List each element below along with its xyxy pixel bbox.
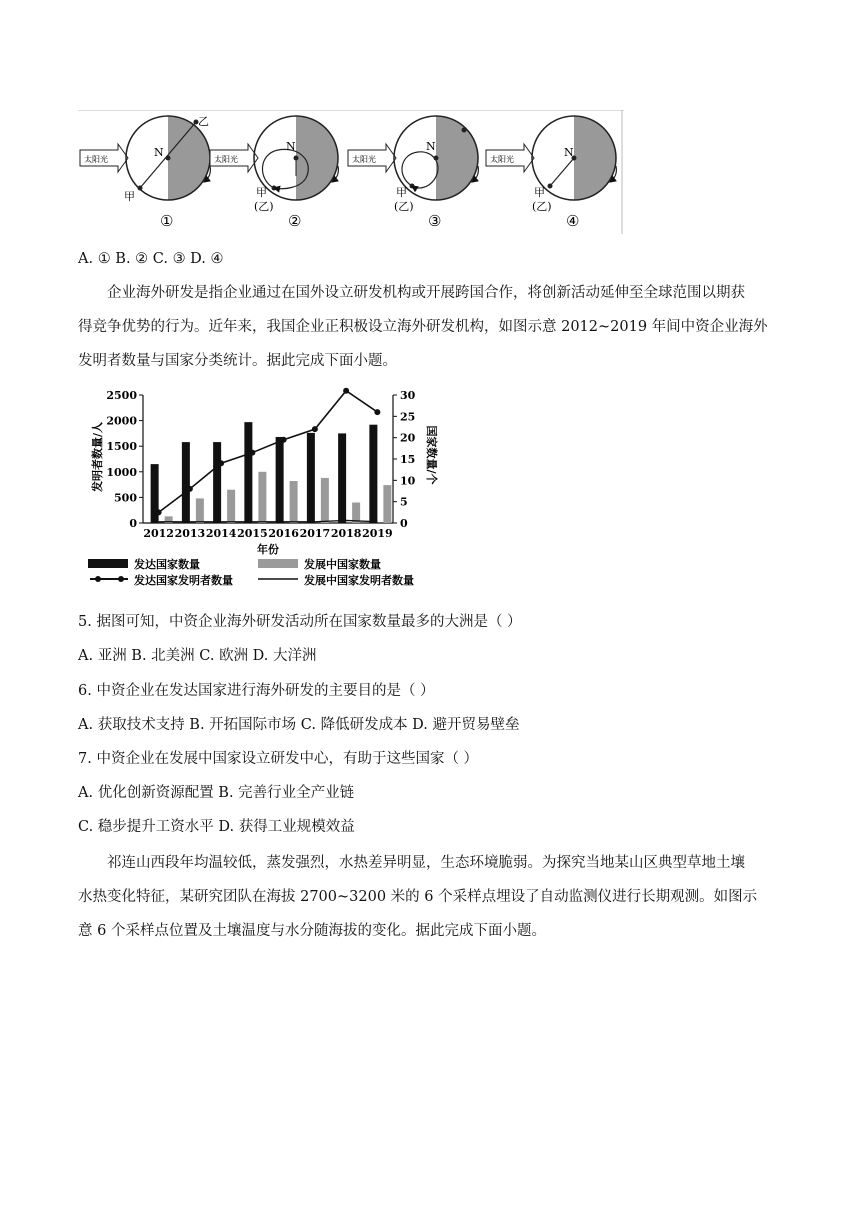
y-tick-label-right: 15 <box>400 453 416 466</box>
panel-3-diagram <box>348 116 478 230</box>
bar-developing-countries <box>227 490 235 523</box>
sunlight-label: 太阳光 <box>490 155 514 164</box>
legend-swatch-developing-countries <box>258 559 298 568</box>
x-tick-label: 2012 <box>143 527 174 540</box>
y-tick-label-right: 10 <box>400 474 416 488</box>
bar-developed-countries <box>338 433 346 523</box>
point-developed-inventors <box>218 460 224 466</box>
y-tick-label-right: 20 <box>400 431 416 445</box>
chart-plot-area <box>106 388 415 540</box>
y-tick-label-left: 500 <box>114 491 137 505</box>
inventor-country-chart <box>88 385 438 595</box>
panel-number: ① <box>160 212 174 230</box>
bar-developing-countries <box>258 472 266 523</box>
sunlight-label: 太阳光 <box>352 155 376 164</box>
panel-number: ② <box>288 212 302 230</box>
x-tick-label: 2014 <box>205 527 237 540</box>
legend-label: 发达国家数量 <box>134 558 200 571</box>
q7-stem: 7. 中资企业在发展中国家设立研发中心，有助于这些国家（ ） <box>78 751 479 767</box>
sunlight-label: 太阳光 <box>214 155 238 164</box>
q7-options-line-1: A. 优化创新资源配置 B. 完善行业全产业链 <box>78 785 355 801</box>
q6-stem: 6. 中资企业在发达国家进行海外研发的主要目的是（ ） <box>78 683 435 699</box>
legend-marker <box>118 576 124 582</box>
point-developed-inventors <box>281 437 287 443</box>
y-tick-label-left: 2000 <box>106 414 137 428</box>
y-tick-label-right: 5 <box>400 495 408 509</box>
panel-2-diagram <box>210 116 338 230</box>
panel-4-diagram <box>486 116 616 230</box>
bar-developed-countries <box>369 425 377 523</box>
y-tick-label-left: 1000 <box>106 465 137 479</box>
intro-line-1: 企业海外研发是指企业通过在国外设立研发机构或开展跨国合作，将创新活动延伸至全球范围以期获 <box>107 285 745 301</box>
y-axis-label-left: 发明者数量/人 <box>91 421 104 493</box>
x-tick-label: 2015 <box>237 527 268 540</box>
bar-developed-countries <box>276 437 284 523</box>
legend-label: 发展中国家数量 <box>304 558 381 571</box>
bar-developing-countries <box>196 498 204 523</box>
bar-developed-countries <box>213 442 221 523</box>
legend-swatch-developed-countries <box>88 559 128 568</box>
point-developed-inventors <box>374 409 380 415</box>
north-label: N <box>286 140 296 153</box>
q7-options-line-2: C. 稳步提升工资水平 D. 获得工业规模效益 <box>78 819 355 835</box>
qilian-line-3: 意 6 个采样点位置及土壤温度与水分随海拔的变化。据此完成下面小题。 <box>78 923 546 939</box>
bar-developed-countries <box>307 433 315 523</box>
point-developed-inventors <box>343 388 349 394</box>
q5-stem: 5. 据图可知，中资企业海外研发活动所在国家数量最多的大洲是（ ） <box>78 614 522 630</box>
x-tick-label: 2019 <box>362 527 393 540</box>
panel-number: ④ <box>566 212 580 230</box>
north-label: N <box>154 146 164 159</box>
x-tick-label: 2016 <box>268 527 299 540</box>
qilian-line-2: 水热变化特征，某研究团队在海拔 2700~3200 米的 6 个采样点埋设了自动监测仪进行长期观测。如图示 <box>78 889 758 905</box>
chart-legend <box>88 557 414 587</box>
sunlight-label: 太阳光 <box>84 155 108 164</box>
point-jia-label: 甲 <box>534 186 545 199</box>
bar-developing-countries <box>321 478 329 523</box>
point-developed-inventors <box>249 450 255 456</box>
y-tick-label-right: 25 <box>400 410 416 424</box>
y-tick-label-right: 30 <box>400 389 416 402</box>
qilian-paragraph <box>78 846 790 948</box>
y-tick-label-left: 0 <box>129 517 137 530</box>
point-developed-inventors <box>312 426 318 432</box>
q4-options: A. ① B. ② C. ③ D. ④ <box>78 251 224 267</box>
panel-number: ③ <box>428 212 442 230</box>
point-developed-inventors <box>156 509 162 515</box>
north-label: N <box>426 140 436 153</box>
bar-developed-countries <box>182 442 190 523</box>
point-yi-label: 乙 <box>198 115 209 128</box>
intro-paragraph <box>78 276 790 378</box>
bar-developed-countries <box>244 422 252 523</box>
bar-developing-countries <box>352 503 360 523</box>
point-yi-paren-label: (乙) <box>394 200 414 213</box>
north-label: N <box>564 146 574 159</box>
x-axis-label: 年份 <box>257 543 279 556</box>
x-tick-label: 2013 <box>174 527 206 540</box>
bar-developing-countries <box>383 485 391 523</box>
night-half <box>574 116 616 200</box>
bar-developing-countries <box>290 481 298 523</box>
point-yi-paren-label: (乙) <box>254 200 274 213</box>
qilian-line-1: 祁连山西段年均温较低，蒸发强烈，水热差异明显，生态环境脆弱。为探究当地某山区典型草地土壤 <box>107 855 745 871</box>
intro-line-3: 发明者数量与国家分类统计。据此完成下面小题。 <box>78 353 397 369</box>
panel-1-diagram <box>80 115 210 230</box>
x-tick-label: 2017 <box>299 527 331 540</box>
earth-rotation-figure <box>78 110 624 234</box>
point-jia-label: 甲 <box>256 186 267 199</box>
point-jia-label: 甲 <box>124 190 135 203</box>
point-jia-label: 甲 <box>396 186 407 199</box>
y-tick-label-left: 1500 <box>106 440 137 454</box>
legend-marker <box>95 576 101 582</box>
night-half <box>168 116 210 200</box>
night-half <box>296 116 338 200</box>
legend-label: 发展中国家发明者数量 <box>304 574 414 587</box>
q6-options: A. 获取技术支持 B. 开拓国际市场 C. 降低研发成本 D. 避开贸易壁垒 <box>78 717 520 733</box>
x-tick-label: 2018 <box>330 527 362 540</box>
y-tick-label-left: 2500 <box>106 389 137 402</box>
y-axis-label-right: 国家数量/个 <box>425 425 438 485</box>
point-developed-inventors <box>187 486 193 492</box>
point-yi-paren-label: (乙) <box>532 200 552 213</box>
y-tick-label-right: 0 <box>400 517 408 530</box>
q5-options: A. 亚洲 B. 北美洲 C. 欧洲 D. 大洋洲 <box>78 648 317 664</box>
legend-label: 发达国家发明者数量 <box>134 574 233 587</box>
intro-line-2: 得竞争优势的行为。近年来，我国企业正积极设立海外研发机构，如图示意 2012~2019 年间中资企业海外 <box>78 319 768 335</box>
night-half <box>436 116 478 200</box>
